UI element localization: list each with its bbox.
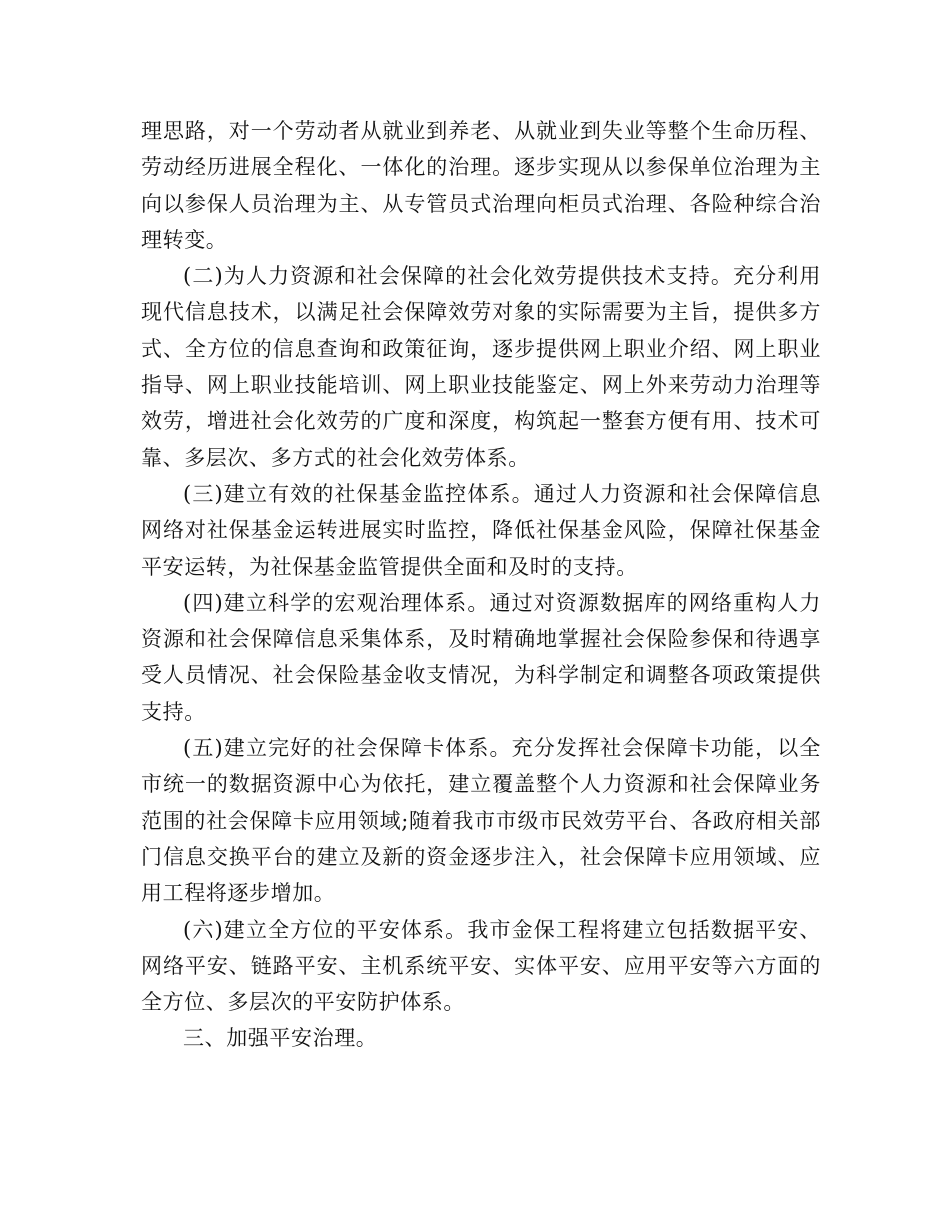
document-body	[141, 113, 821, 1057]
paragraph-section-2: (二)为人力资源和社会保障的社会化效劳提供技术支持。充分利用现代信息技术，以满足社会保障效劳对象的实际需要为主旨，提供多方式、全方位的信息查询和政策征询，逐步提供网上职业介绍、网上职业指导、网上职业技能培训、网上职业技能鉴定、网上外来劳动力治理等效劳，增进社会化效劳的广度和深度，构筑起一整套方便有用、技术可靠、多层次、多方式的社会化效劳体系。	[141, 264, 821, 470]
paragraph-heading-3: 三、加强平安治理。	[183, 1026, 378, 1051]
paragraph-section-5: (五)建立完好的社会保障卡体系。充分发挥社会保障卡功能，以全市统一的数据资源中心为依托，建立覆盖整个人力资源和社会保障业务范围的社会保障卡应用领域;随着我市市级市民效劳平台、各政府相关部门信息交换平台的建立及新的资金逐步注入，社会保障卡应用领域、应用工程将逐步增加。	[141, 736, 821, 906]
paragraph-section-6: (六)建立全方位的平安体系。我市金保工程将建立包括数据平安、网络平安、链路平安、主机系统平安、实体平安、应用平安等六方面的全方位、多层次的平安防护体系。	[141, 917, 821, 1015]
paragraph-continued: 理思路，对一个劳动者从就业到养老、从就业到失业等整个生命历程、劳动经历进展全程化、一体化的治理。逐步实现从以参保单位治理为主向以参保人员治理为主、从专管员式治理向柜员式治理、各险种综合治理转变。	[141, 119, 821, 252]
paragraph-section-3: (三)建立有效的社保基金监控体系。通过人力资源和社会保障信息网络对社保基金运转进展实时监控，降低社保基金风险，保障社保基金平安运转，为社保基金监管提供全面和及时的支持。	[141, 481, 821, 579]
paragraph-section-4: (四)建立科学的宏观治理体系。通过对资源数据库的网络重构人力资源和社会保障信息采集体系，及时精确地掌握社会保险参保和待遇享受人员情况、社会保险基金收支情况，为科学制定和调整各项政策提供支持。	[141, 590, 821, 724]
